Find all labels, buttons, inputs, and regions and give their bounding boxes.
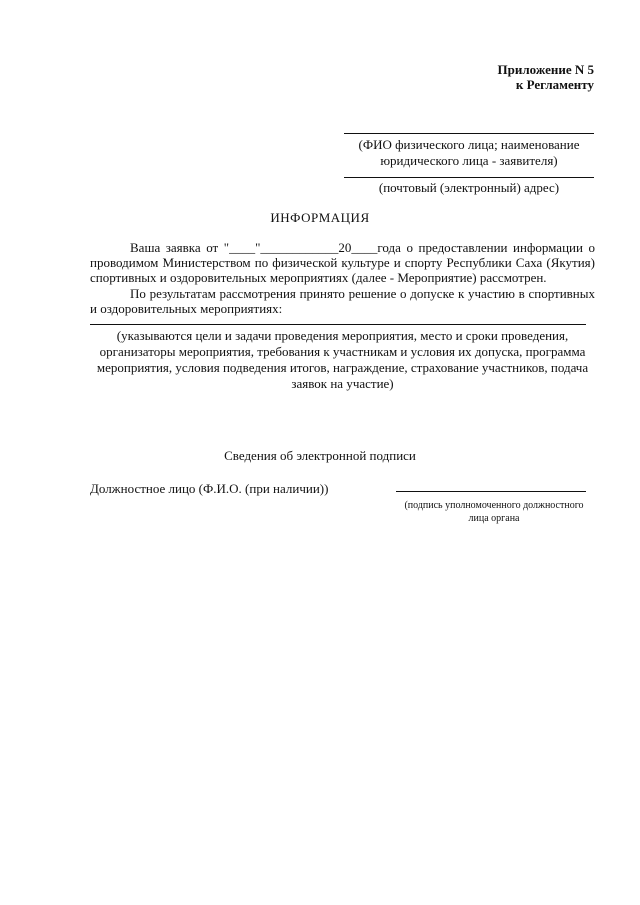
decision-paragraph: По результатам рассмотрения принято решение о допуске к участию в спортивных и оздоровительных мероприятиях:	[90, 286, 595, 316]
signature-line	[396, 491, 586, 492]
document-title: ИНФОРМАЦИЯ	[270, 210, 370, 225]
official-label: Должностное лицо (Ф.И.О. (при наличии))	[90, 481, 329, 496]
appendix-reference	[498, 62, 594, 92]
event-details-caption: (указываются цели и задачи проведения мероприятия, место и сроки проведения, организаторы мероприятия, требования к участникам и условия их допуска, программа мероприятия, условия подведения итогов, награждение, страхование участников, подача заявок на участие)	[96, 328, 589, 391]
signature-caption-line1: (подпись уполномоченного должностного	[404, 500, 584, 511]
signature-caption	[394, 499, 594, 525]
recipient-name-caption-line2: юридического лица - заявителя)	[380, 153, 558, 168]
signature-heading: Сведения об электронной подписи	[224, 448, 416, 463]
event-details-line	[90, 324, 586, 325]
recipient-address-line	[344, 177, 594, 178]
recipient-name-caption-line1: (ФИО физического лица; наименование	[358, 137, 580, 152]
recipient-name-line	[344, 133, 594, 134]
appendix-regulation: к Регламенту	[515, 77, 594, 92]
appendix-number: Приложение N 5	[497, 62, 594, 77]
recipient-address-caption: (почтовый (электронный) адрес)	[378, 180, 560, 195]
signature-caption-line2: лица органа	[468, 513, 520, 524]
application-paragraph: Ваша заявка от "____"____________20____года о предоставлении информации о проводимом Министерством по физической культуре и спорту Республики Саха (Якутия) спортивных и оздоровительных мероприятиях (далее - Мероприятие) рассмотрен.	[90, 240, 595, 285]
recipient-name-caption	[344, 137, 594, 169]
